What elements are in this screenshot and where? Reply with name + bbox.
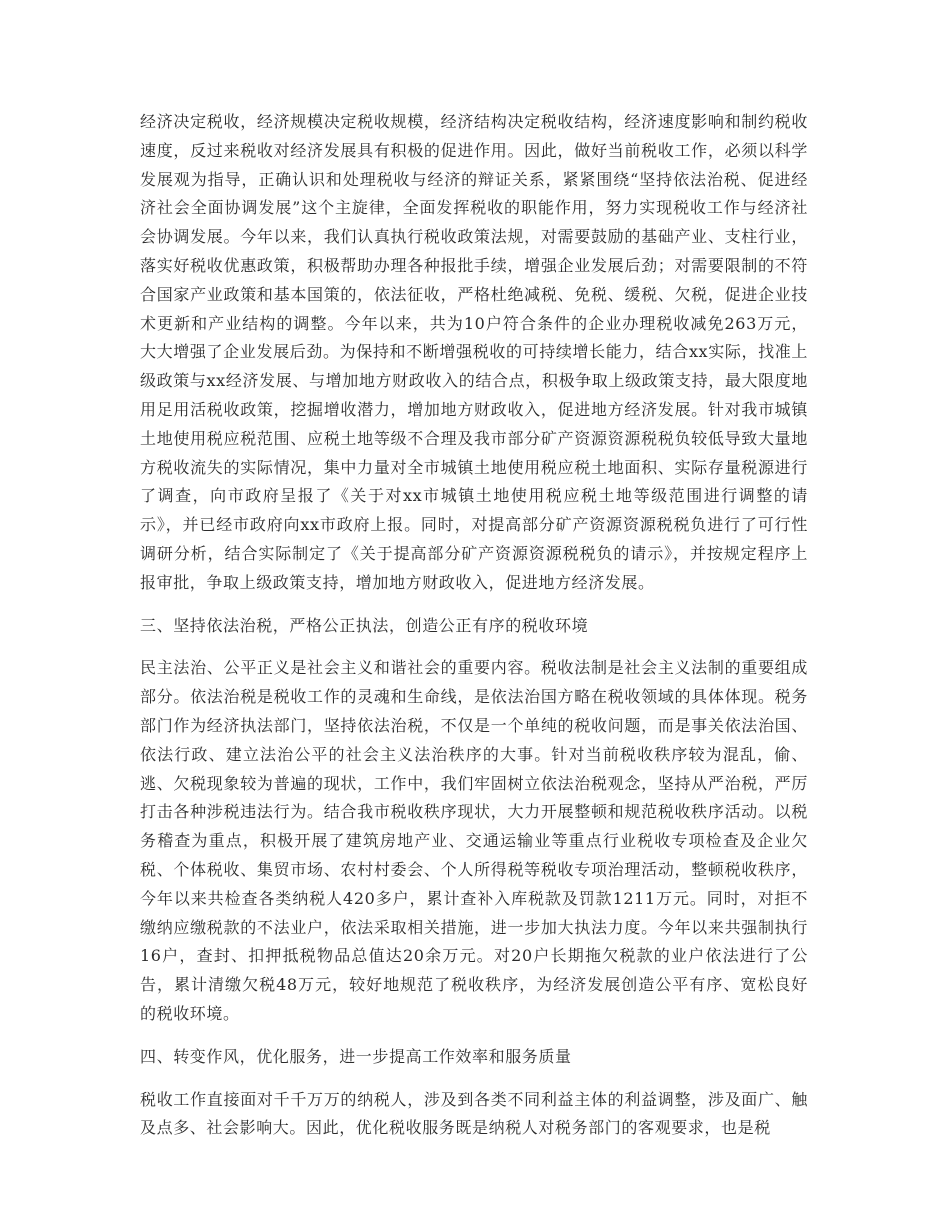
- section-heading-3: 三、坚持依法治税，严格公正执法，创造公正有序的税收环境: [140, 615, 589, 635]
- document-body: [140, 108, 808, 1157]
- paragraph-economy-tax: 经济决定税收，经济规模决定税收规模，经济结构决定税收结构，经济速度影响和制约税收速度，反过来税收对经济发展具有积极的促进作用。因此，做好当前税收工作，必须以科学发展观为指导，正确认识和处理税收与经济的辩证关系，紧紧围绕“坚持依法治税、促进经济社会全面协调发展”这个主旋律，全面发挥税收的职能作用，努力实现税收工作与经济社会协调发展。今年以来，我们认真执行税收政策法规，对需要鼓励的基础产业、支柱行业，落实好税收优惠政策，积极帮助办理各种报批手续，增强企业发展后劲；对需要限制的不符合国家产业政策和基本国策的，依法征收，严格杜绝减税、免税、缓税、欠税，促进企业技术更新和产业结构的调整。今年以来，共为10户符合条件的企业办理税收减免263万元，大大增强了企业发展后劲。为保持和不断增强税收的可持续增长能力，结合xx实际，找准上级政策与xx经济发展、与增加地方财政收入的结合点，积极争取上级政策支持，最大限度地用足用活税收政策，挖掘增收潜力，增加地方财政收入，促进地方经济发展。针对我市城镇土地使用税应税范围、应税土地等级不合理及我市部分矿产资源资源税税负较低导致大量地方税收流失的实际情况，集中力量对全市城镇土地使用税应税土地面积、实际存量税源进行了调查，向市政府呈报了《关于对xx市城镇土地使用税应税土地等级范围进行调整的请示》，并已经市政府向xx市政府上报。同时，对提高部分矿产资源资源税税负进行了可行性调研分析，结合实际制定了《关于提高部分矿产资源资源税税负的请示》，并按规定程序上报审批，争取上级政策支持，增加地方财政收入，促进地方经济发展。: [140, 112, 808, 592]
- section-heading-4: 四、转变作风，优化服务，进一步提高工作效率和服务质量: [140, 1046, 572, 1066]
- paragraph-service: 税收工作直接面对千千万万的纳税人，涉及到各类不同利益主体的利益调整，涉及面广、触及点多、社会影响大。因此，优化税收服务既是纳税人对税务部门的客观要求，也是税: [140, 1089, 808, 1138]
- paragraph-rule-of-law: 民主法治、公平正义是社会主义和谐社会的重要内容。税收法制是社会主义法制的重要组成部分。依法治税是税收工作的灵魂和生命线，是依法治国方略在税收领域的具体体现。税务部门作为经济执法部门，坚持依法治税，不仅是一个单纯的税收问题，而是事关依法治国、依法行政、建立法治公平的社会主义法治秩序的大事。针对当前税收秩序较为混乱，偷、逃、欠税现象较为普遍的现状，工作中，我们牢固树立依法治税观念，坚持从严治税，严厉打击各种涉税违法行为。结合我市税收秩序现状，大力开展整顿和规范税收秩序活动。以税务稽查为重点，积极开展了建筑房地产业、交通运输业等重点行业税收专项检查及企业欠税、个体税收、集贸市场、农村村委会、个人所得税等税收专项治理活动，整顿税收秩序，今年以来共检查各类纳税人420多户，累计查补入库税款及罚款1211万元。同时，对拒不缴纳应缴税款的不法业户，依法采取相关措施，进一步加大执法力度。今年以来共强制执行16户，查封、扣押抵税物品总值达20余万元。对20户长期拖欠税款的业户依法进行了公告，累计清缴欠税48万元，较好地规范了税收秩序，为经济发展创造公平有序、宽松良好的税收环境。: [140, 658, 808, 1023]
